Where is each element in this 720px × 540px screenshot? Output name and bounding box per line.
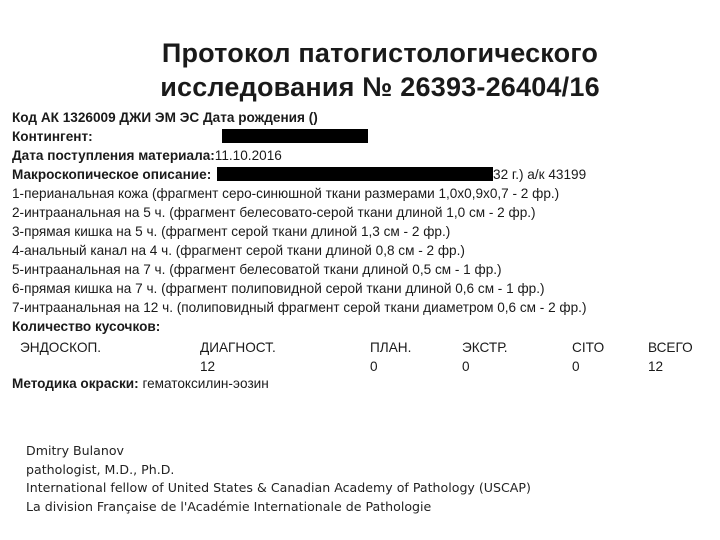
- redaction-bar: [217, 167, 493, 181]
- code-line: Код АК 1326009 ДЖИ ЭМ ЭС Дата рождения (): [12, 110, 318, 125]
- stain-value: гематоксилин-эозин: [142, 376, 269, 391]
- pieces-header-planned: ПЛАН.: [370, 340, 412, 355]
- author-affiliation-uscap: International fellow of United States & Canadian Academy of Pathology (USCAP): [26, 480, 531, 495]
- macro-tail: 32 г.) а/к 43199: [493, 167, 587, 182]
- macro-label: Макроскопическое описание:: [12, 167, 212, 182]
- pieces-value-emergency: 0: [462, 359, 470, 374]
- protocol-title: [120, 36, 640, 104]
- macro-line: [12, 165, 712, 184]
- specimen-list: [12, 184, 712, 317]
- pieces-value-diagnostic: 12: [200, 359, 216, 374]
- pieces-label: Количество кусочков:: [12, 319, 161, 334]
- protocol-body: [12, 108, 712, 393]
- pieces-header-diagnostic: ДИАГНОСТ.: [200, 340, 276, 355]
- redaction-bar: [222, 129, 368, 143]
- date-line: [12, 146, 712, 165]
- author-name: Dmitry Bulanov: [26, 443, 125, 458]
- pieces-value-cito: 0: [572, 359, 580, 374]
- title-line-2: исследования № 26393-26404/16: [160, 72, 600, 102]
- specimen-item: 4-анальный канал на 4 ч. (фрагмент серой ткани длиной 0,8 см - 2 фр.): [12, 243, 465, 258]
- stain-label: Методика окраски:: [12, 376, 139, 391]
- specimen-item: 7-интраанальная на 12 ч. (полиповидный фрагмент серой ткани диаметром 0,6 см - 2 фр.): [12, 300, 587, 315]
- specimen-item: 5-интраанальная на 7 ч. (фрагмент белесоватой ткани длиной 0,5 см - 1 фр.): [12, 262, 502, 277]
- date-value: 11.10.2016: [214, 148, 282, 163]
- author-degree: pathologist, M.D., Ph.D.: [26, 461, 175, 477]
- pieces-table: [12, 336, 712, 374]
- contingent-line: [12, 127, 712, 146]
- date-label: Дата поступления материала:: [12, 148, 215, 163]
- pieces-header-emergency: ЭКСТР.: [462, 340, 508, 355]
- contingent-label: Контингент:: [12, 129, 93, 144]
- pieces-value-total: 12: [648, 359, 664, 374]
- specimen-item: 1-перианальная кожа (фрагмент серо-синюшной ткани размерами 1,0х0,9х0,7 - 2 фр.): [12, 186, 560, 201]
- specimen-item: 3-прямая кишка на 5 ч. (фрагмент серой ткани длиной 1,3 см - 2 фр.): [12, 224, 451, 239]
- title-line-1: Протокол патогистологического: [161, 38, 599, 68]
- specimen-item: 6-прямая кишка на 7 ч. (фрагмент полиповидной серой ткани длиной 0,6 см - 1 фр.): [12, 281, 545, 296]
- pieces-value-planned: 0: [370, 359, 378, 374]
- pieces-header-total: ВСЕГО: [648, 340, 693, 355]
- stain-line: [12, 374, 712, 393]
- pieces-header-endoscopic: ЭНДОСКОП.: [20, 340, 102, 355]
- pieces-header-cito: CITO: [572, 340, 605, 355]
- author-signature-block: [26, 442, 706, 516]
- specimen-item: 2-интраанальная на 5 ч. (фрагмент белесовато-серой ткани длиной 1,0 см - 2 фр.): [12, 205, 536, 220]
- author-affiliation-iap: La division Française de l'Académie Internationale de Pathologie: [26, 498, 432, 514]
